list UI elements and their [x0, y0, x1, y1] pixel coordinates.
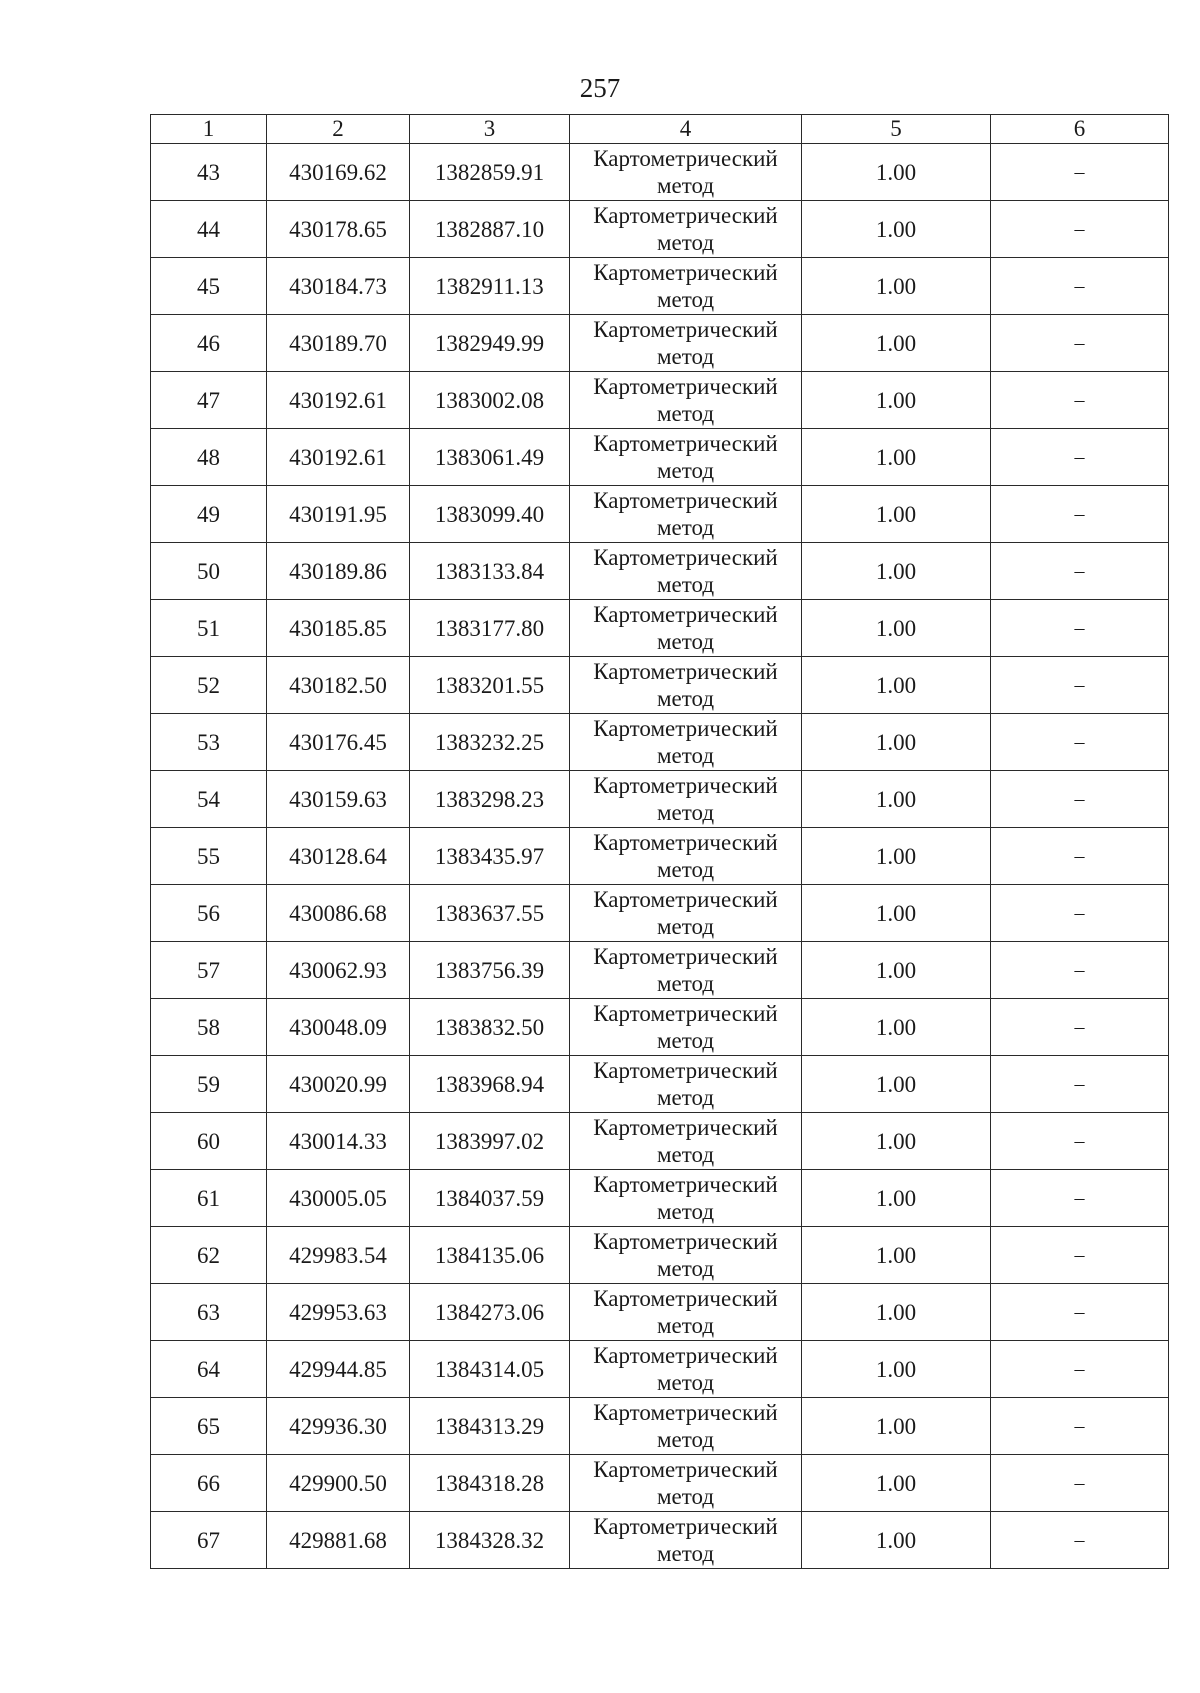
point-number-cell: 47: [151, 372, 267, 429]
accuracy-cell: 1.00: [802, 999, 991, 1056]
accuracy-cell: 1.00: [802, 429, 991, 486]
note-cell: –: [991, 1398, 1169, 1455]
method-cell: [570, 657, 802, 714]
accuracy-cell: 1.00: [802, 942, 991, 999]
y-coordinate-cell: 1383637.55: [410, 885, 570, 942]
column-header-3: 3: [410, 115, 570, 144]
table-row: [151, 144, 1169, 201]
note-cell: –: [991, 429, 1169, 486]
method-line-1: Картометрический: [593, 260, 778, 285]
point-number-cell: 46: [151, 315, 267, 372]
table-row: [151, 258, 1169, 315]
table-body: [151, 144, 1169, 1569]
y-coordinate-cell: 1383201.55: [410, 657, 570, 714]
y-coordinate-cell: 1383832.50: [410, 999, 570, 1056]
method-cell: [570, 600, 802, 657]
method-line-2: метод: [656, 344, 715, 369]
point-number-cell: 60: [151, 1113, 267, 1170]
method-line-2: метод: [656, 515, 715, 540]
method-line-1: Картометрический: [593, 1229, 778, 1254]
table-row: [151, 1455, 1169, 1512]
x-coordinate-cell: 430014.33: [267, 1113, 410, 1170]
point-number-cell: 66: [151, 1455, 267, 1512]
method-line-2: метод: [656, 173, 715, 198]
note-cell: –: [991, 315, 1169, 372]
x-coordinate-cell: 429900.50: [267, 1455, 410, 1512]
method-line-2: метод: [656, 914, 715, 939]
x-coordinate-cell: 430005.05: [267, 1170, 410, 1227]
note-cell: –: [991, 1455, 1169, 1512]
point-number-cell: 52: [151, 657, 267, 714]
x-coordinate-cell: 430185.85: [267, 600, 410, 657]
y-coordinate-cell: 1383232.25: [410, 714, 570, 771]
x-coordinate-cell: 430159.63: [267, 771, 410, 828]
method-line-1: Картометрический: [593, 1286, 778, 1311]
table-row: [151, 201, 1169, 258]
accuracy-cell: 1.00: [802, 1227, 991, 1284]
method-line-2: метод: [656, 1142, 715, 1167]
method-line-1: Картометрический: [593, 659, 778, 684]
column-header-1: 1: [151, 115, 267, 144]
method-cell: [570, 1170, 802, 1227]
point-number-cell: 51: [151, 600, 267, 657]
accuracy-cell: 1.00: [802, 657, 991, 714]
x-coordinate-cell: 429881.68: [267, 1512, 410, 1569]
method-cell: [570, 429, 802, 486]
point-number-cell: 64: [151, 1341, 267, 1398]
method-line-2: метод: [656, 629, 715, 654]
table-row: [151, 429, 1169, 486]
method-cell: [570, 543, 802, 600]
method-line-2: метод: [656, 1427, 715, 1452]
table-row: [151, 1170, 1169, 1227]
note-cell: –: [991, 486, 1169, 543]
y-coordinate-cell: 1383997.02: [410, 1113, 570, 1170]
table-row: [151, 315, 1169, 372]
point-number-cell: 56: [151, 885, 267, 942]
table-header-row: [151, 115, 1169, 144]
method-line-1: Картометрический: [593, 887, 778, 912]
table-row: [151, 1284, 1169, 1341]
method-cell: [570, 1284, 802, 1341]
method-cell: [570, 999, 802, 1056]
table-row: [151, 771, 1169, 828]
method-cell: [570, 1056, 802, 1113]
table-row: [151, 1512, 1169, 1569]
accuracy-cell: 1.00: [802, 1113, 991, 1170]
page-number: 257: [579, 73, 621, 103]
y-coordinate-cell: 1384273.06: [410, 1284, 570, 1341]
method-cell: [570, 486, 802, 543]
method-line-1: Картометрический: [593, 1400, 778, 1425]
accuracy-cell: 1.00: [802, 1455, 991, 1512]
point-number-cell: 54: [151, 771, 267, 828]
method-line-1: Картометрический: [593, 374, 778, 399]
x-coordinate-cell: 429953.63: [267, 1284, 410, 1341]
point-number-cell: 59: [151, 1056, 267, 1113]
table-row: [151, 486, 1169, 543]
point-number-cell: 61: [151, 1170, 267, 1227]
method-line-1: Картометрический: [593, 602, 778, 627]
y-coordinate-cell: 1384037.59: [410, 1170, 570, 1227]
note-cell: –: [991, 1284, 1169, 1341]
y-coordinate-cell: 1384318.28: [410, 1455, 570, 1512]
accuracy-cell: 1.00: [802, 1284, 991, 1341]
y-coordinate-cell: 1383298.23: [410, 771, 570, 828]
note-cell: –: [991, 1170, 1169, 1227]
table-row: [151, 1113, 1169, 1170]
x-coordinate-cell: 429983.54: [267, 1227, 410, 1284]
x-coordinate-cell: 429944.85: [267, 1341, 410, 1398]
method-line-2: метод: [656, 857, 715, 882]
table-row: [151, 372, 1169, 429]
accuracy-cell: 1.00: [802, 258, 991, 315]
point-number-cell: 45: [151, 258, 267, 315]
method-cell: [570, 372, 802, 429]
method-line-1: Картометрический: [593, 1343, 778, 1368]
accuracy-cell: 1.00: [802, 1056, 991, 1113]
x-coordinate-cell: 430048.09: [267, 999, 410, 1056]
y-coordinate-cell: 1384135.06: [410, 1227, 570, 1284]
method-cell: [570, 714, 802, 771]
table-row: [151, 1398, 1169, 1455]
y-coordinate-cell: 1383756.39: [410, 942, 570, 999]
y-coordinate-cell: 1383099.40: [410, 486, 570, 543]
method-line-2: метод: [656, 1028, 715, 1053]
x-coordinate-cell: 430192.61: [267, 372, 410, 429]
method-line-1: Картометрический: [593, 944, 778, 969]
method-line-2: метод: [656, 401, 715, 426]
y-coordinate-cell: 1383133.84: [410, 543, 570, 600]
x-coordinate-cell: 430020.99: [267, 1056, 410, 1113]
note-cell: –: [991, 999, 1169, 1056]
method-line-2: метод: [656, 800, 715, 825]
method-cell: [570, 1455, 802, 1512]
point-number-cell: 57: [151, 942, 267, 999]
accuracy-cell: 1.00: [802, 600, 991, 657]
y-coordinate-cell: 1383968.94: [410, 1056, 570, 1113]
x-coordinate-cell: 430189.70: [267, 315, 410, 372]
point-number-cell: 44: [151, 201, 267, 258]
accuracy-cell: 1.00: [802, 315, 991, 372]
point-number-cell: 62: [151, 1227, 267, 1284]
method-line-2: метод: [656, 1370, 715, 1395]
point-number-cell: 48: [151, 429, 267, 486]
note-cell: –: [991, 828, 1169, 885]
point-number-cell: 63: [151, 1284, 267, 1341]
note-cell: –: [991, 144, 1169, 201]
note-cell: –: [991, 771, 1169, 828]
method-line-1: Картометрический: [593, 203, 778, 228]
note-cell: –: [991, 372, 1169, 429]
x-coordinate-cell: 430189.86: [267, 543, 410, 600]
table-row: [151, 1227, 1169, 1284]
x-coordinate-cell: 430062.93: [267, 942, 410, 999]
method-cell: [570, 885, 802, 942]
note-cell: –: [991, 258, 1169, 315]
method-cell: [570, 1512, 802, 1569]
method-cell: [570, 144, 802, 201]
method-cell: [570, 1341, 802, 1398]
y-coordinate-cell: 1382859.91: [410, 144, 570, 201]
column-header-6: 6: [991, 115, 1169, 144]
y-coordinate-cell: 1382887.10: [410, 201, 570, 258]
accuracy-cell: 1.00: [802, 1170, 991, 1227]
method-line-2: метод: [656, 1256, 715, 1281]
note-cell: –: [991, 657, 1169, 714]
point-number-cell: 65: [151, 1398, 267, 1455]
x-coordinate-cell: 429936.30: [267, 1398, 410, 1455]
method-line-1: Картометрический: [593, 1001, 778, 1026]
method-cell: [570, 1113, 802, 1170]
x-coordinate-cell: 430178.65: [267, 201, 410, 258]
accuracy-cell: 1.00: [802, 372, 991, 429]
y-coordinate-cell: 1384313.29: [410, 1398, 570, 1455]
method-line-2: метод: [656, 743, 715, 768]
method-cell: [570, 201, 802, 258]
y-coordinate-cell: 1383177.80: [410, 600, 570, 657]
point-number-cell: 43: [151, 144, 267, 201]
method-line-1: Картометрический: [593, 1514, 778, 1539]
note-cell: –: [991, 201, 1169, 258]
point-number-cell: 58: [151, 999, 267, 1056]
accuracy-cell: 1.00: [802, 828, 991, 885]
table-row: [151, 828, 1169, 885]
y-coordinate-cell: 1382949.99: [410, 315, 570, 372]
method-line-2: метод: [656, 458, 715, 483]
point-number-cell: 49: [151, 486, 267, 543]
method-cell: [570, 315, 802, 372]
table-row: [151, 600, 1169, 657]
note-cell: –: [991, 600, 1169, 657]
method-line-1: Картометрический: [593, 317, 778, 342]
table-row: [151, 885, 1169, 942]
x-coordinate-cell: 430176.45: [267, 714, 410, 771]
y-coordinate-cell: 1384314.05: [410, 1341, 570, 1398]
method-cell: [570, 771, 802, 828]
y-coordinate-cell: 1384328.32: [410, 1512, 570, 1569]
method-line-2: метод: [656, 572, 715, 597]
table-row: [151, 942, 1169, 999]
note-cell: –: [991, 1512, 1169, 1569]
y-coordinate-cell: 1382911.13: [410, 258, 570, 315]
method-cell: [570, 828, 802, 885]
method-line-1: Картометрический: [593, 431, 778, 456]
note-cell: –: [991, 1056, 1169, 1113]
table-row: [151, 1341, 1169, 1398]
note-cell: –: [991, 714, 1169, 771]
accuracy-cell: 1.00: [802, 144, 991, 201]
note-cell: –: [991, 1227, 1169, 1284]
method-cell: [570, 1227, 802, 1284]
coordinates-table: [150, 114, 1169, 1569]
x-coordinate-cell: 430192.61: [267, 429, 410, 486]
x-coordinate-cell: 430182.50: [267, 657, 410, 714]
x-coordinate-cell: 430169.62: [267, 144, 410, 201]
method-cell: [570, 258, 802, 315]
point-number-cell: 53: [151, 714, 267, 771]
accuracy-cell: 1.00: [802, 543, 991, 600]
x-coordinate-cell: 430191.95: [267, 486, 410, 543]
x-coordinate-cell: 430128.64: [267, 828, 410, 885]
accuracy-cell: 1.00: [802, 1398, 991, 1455]
table-row: [151, 1056, 1169, 1113]
accuracy-cell: 1.00: [802, 1512, 991, 1569]
y-coordinate-cell: 1383002.08: [410, 372, 570, 429]
method-line-2: метод: [656, 287, 715, 312]
accuracy-cell: 1.00: [802, 885, 991, 942]
method-line-2: метод: [656, 686, 715, 711]
point-number-cell: 50: [151, 543, 267, 600]
y-coordinate-cell: 1383061.49: [410, 429, 570, 486]
method-cell: [570, 1398, 802, 1455]
method-line-1: Картометрический: [593, 773, 778, 798]
method-line-1: Картометрический: [593, 1172, 778, 1197]
method-line-2: метод: [656, 230, 715, 255]
column-header-5: 5: [802, 115, 991, 144]
accuracy-cell: 1.00: [802, 771, 991, 828]
point-number-cell: 67: [151, 1512, 267, 1569]
table-row: [151, 657, 1169, 714]
method-line-1: Картометрический: [593, 488, 778, 513]
x-coordinate-cell: 430184.73: [267, 258, 410, 315]
column-header-4: 4: [570, 115, 802, 144]
method-line-2: метод: [656, 1484, 715, 1509]
note-cell: –: [991, 1113, 1169, 1170]
accuracy-cell: 1.00: [802, 201, 991, 258]
method-line-2: метод: [656, 1313, 715, 1338]
method-line-1: Картометрический: [593, 830, 778, 855]
y-coordinate-cell: 1383435.97: [410, 828, 570, 885]
method-line-1: Картометрический: [593, 716, 778, 741]
accuracy-cell: 1.00: [802, 486, 991, 543]
note-cell: –: [991, 942, 1169, 999]
accuracy-cell: 1.00: [802, 1341, 991, 1398]
method-line-2: метод: [656, 1085, 715, 1110]
method-cell: [570, 942, 802, 999]
x-coordinate-cell: 430086.68: [267, 885, 410, 942]
method-line-1: Картометрический: [593, 146, 778, 171]
accuracy-cell: 1.00: [802, 714, 991, 771]
column-header-2: 2: [267, 115, 410, 144]
table-row: [151, 543, 1169, 600]
method-line-1: Картометрический: [593, 1115, 778, 1140]
point-number-cell: 55: [151, 828, 267, 885]
method-line-1: Картометрический: [593, 1457, 778, 1482]
note-cell: –: [991, 1341, 1169, 1398]
method-line-2: метод: [656, 971, 715, 996]
method-line-1: Картометрический: [593, 1058, 778, 1083]
method-line-2: метод: [656, 1199, 715, 1224]
method-line-1: Картометрический: [593, 545, 778, 570]
table-row: [151, 999, 1169, 1056]
method-line-2: метод: [656, 1541, 715, 1566]
note-cell: –: [991, 543, 1169, 600]
table-row: [151, 714, 1169, 771]
note-cell: –: [991, 885, 1169, 942]
